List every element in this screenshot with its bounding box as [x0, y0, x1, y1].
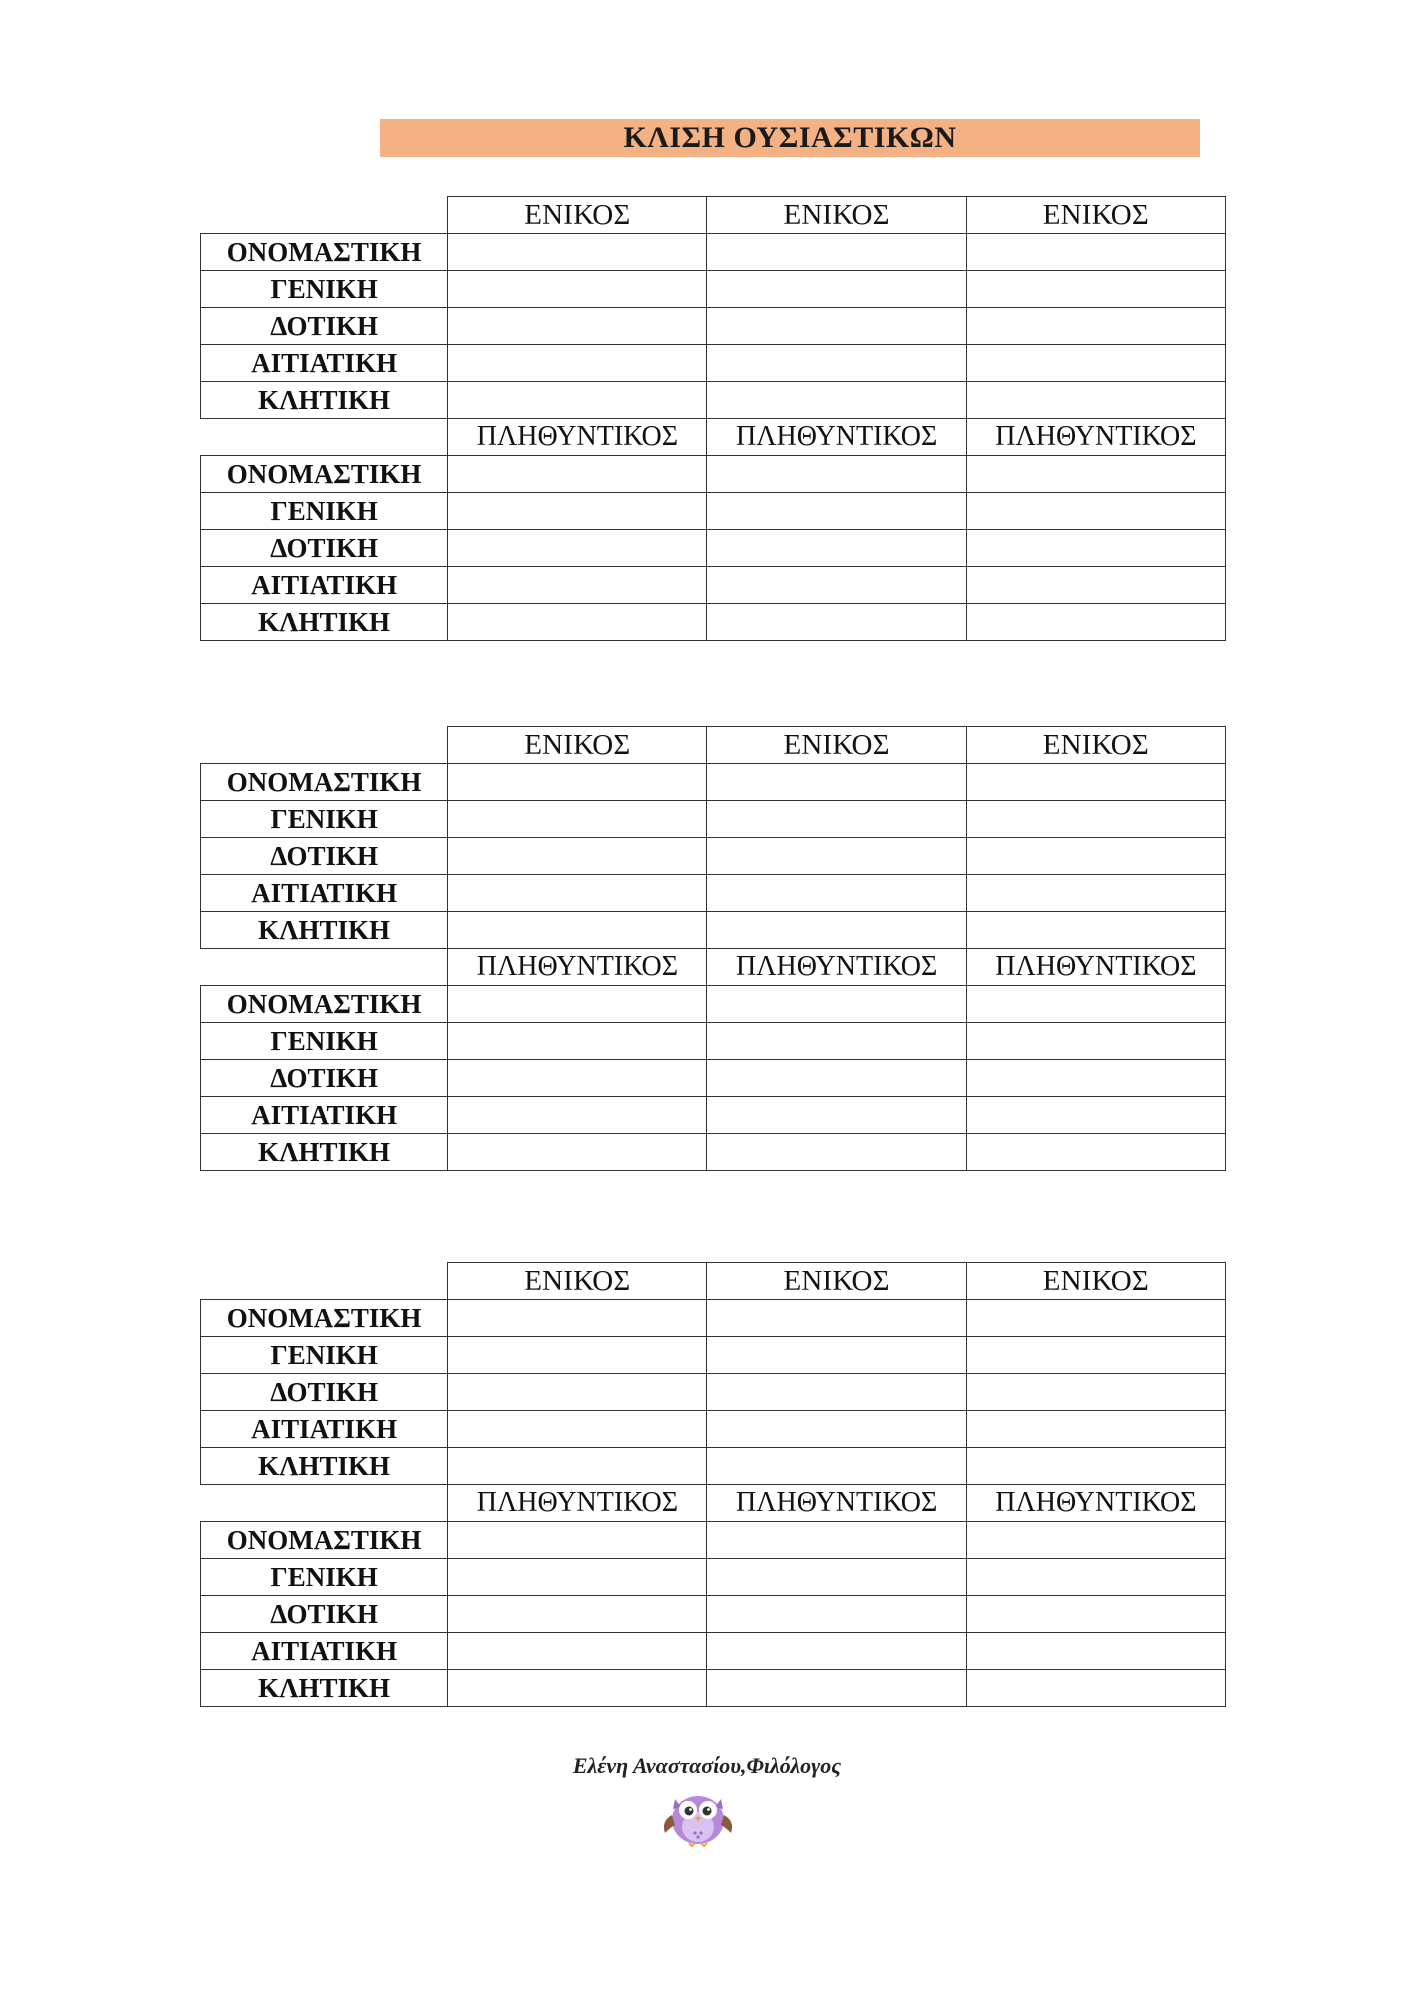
answer-cell[interactable]: [448, 801, 707, 838]
plural-column-header: ΠΛΗΘΥΝΤΙΚΟΣ: [448, 949, 707, 986]
plural-column-header: ΠΛΗΘΥΝΤΙΚΟΣ: [448, 1485, 707, 1522]
answer-cell[interactable]: [707, 1559, 966, 1596]
plural-header-row: [201, 1485, 1226, 1522]
answer-cell[interactable]: [707, 1411, 966, 1448]
case-row: [201, 875, 1226, 912]
declension-table: [200, 726, 1226, 1171]
answer-cell[interactable]: [448, 1522, 707, 1559]
answer-cell[interactable]: [707, 567, 966, 604]
plural-header-row: [201, 419, 1226, 456]
case-row: [201, 271, 1226, 308]
answer-cell[interactable]: [448, 1023, 707, 1060]
answer-cell[interactable]: [448, 1374, 707, 1411]
case-label: ΟΝΟΜΑΣΤΙΚΗ: [201, 234, 448, 271]
answer-cell[interactable]: [707, 1023, 966, 1060]
answer-cell[interactable]: [448, 1411, 707, 1448]
answer-cell[interactable]: [966, 875, 1225, 912]
declension-table: [200, 1262, 1226, 1707]
answer-cell[interactable]: [448, 1300, 707, 1337]
plural-column-header: ΠΛΗΘΥΝΤΙΚΟΣ: [707, 419, 966, 456]
answer-cell[interactable]: [966, 271, 1225, 308]
singular-column-header: ΕΝΙΚΟΣ: [448, 1263, 707, 1300]
case-label: ΚΛΗΤΙΚΗ: [201, 912, 448, 949]
case-label: ΑΙΤΙΑΤΙΚΗ: [201, 875, 448, 912]
answer-cell[interactable]: [966, 530, 1225, 567]
answer-cell[interactable]: [966, 493, 1225, 530]
answer-cell[interactable]: [707, 234, 966, 271]
answer-cell[interactable]: [707, 1522, 966, 1559]
answer-cell[interactable]: [448, 493, 707, 530]
declension-table: [200, 196, 1226, 641]
case-label: ΟΝΟΜΑΣΤΙΚΗ: [201, 764, 448, 801]
answer-cell[interactable]: [966, 838, 1225, 875]
answer-cell[interactable]: [966, 1559, 1225, 1596]
owl-icon: [655, 1787, 741, 1847]
case-label: ΓΕΝΙΚΗ: [201, 801, 448, 838]
plural-column-header: ΠΛΗΘΥΝΤΙΚΟΣ: [448, 419, 707, 456]
answer-cell[interactable]: [707, 1134, 966, 1171]
singular-column-header: ΕΝΙΚΟΣ: [448, 727, 707, 764]
blank-corner-cell: [201, 419, 448, 456]
answer-cell[interactable]: [966, 345, 1225, 382]
case-label: ΑΙΤΙΑΤΙΚΗ: [201, 345, 448, 382]
case-row: [201, 1670, 1226, 1707]
case-label: ΚΛΗΤΙΚΗ: [201, 382, 448, 419]
answer-cell[interactable]: [966, 1411, 1225, 1448]
answer-cell[interactable]: [707, 1060, 966, 1097]
case-label: ΓΕΝΙΚΗ: [201, 271, 448, 308]
singular-column-header: ΕΝΙΚΟΣ: [448, 197, 707, 234]
singular-column-header: ΕΝΙΚΟΣ: [707, 727, 966, 764]
case-label: ΔΟΤΙΚΗ: [201, 1374, 448, 1411]
case-row: [201, 1596, 1226, 1633]
answer-cell[interactable]: [707, 1300, 966, 1337]
case-row: [201, 234, 1226, 271]
case-row: [201, 456, 1226, 493]
case-label: ΑΙΤΙΑΤΙΚΗ: [201, 1097, 448, 1134]
case-row: [201, 1559, 1226, 1596]
answer-cell[interactable]: [707, 1097, 966, 1134]
answer-cell[interactable]: [707, 1337, 966, 1374]
case-row: [201, 493, 1226, 530]
answer-cell[interactable]: [448, 1060, 707, 1097]
answer-cell[interactable]: [448, 604, 707, 641]
answer-cell[interactable]: [707, 1596, 966, 1633]
answer-cell[interactable]: [448, 1596, 707, 1633]
answer-cell[interactable]: [707, 382, 966, 419]
page-title: ΚΛΙΣΗ ΟΥΣΙΑΣΤΙΚΩΝ: [623, 121, 957, 154]
singular-column-header: ΕΝΙΚΟΣ: [707, 1263, 966, 1300]
plural-column-header: ΠΛΗΘΥΝΤΙΚΟΣ: [707, 949, 966, 986]
case-label: ΑΙΤΙΑΤΙΚΗ: [201, 1411, 448, 1448]
title-banner: [380, 119, 1200, 157]
answer-cell[interactable]: [966, 1023, 1225, 1060]
case-row: [201, 382, 1226, 419]
case-row: [201, 1134, 1226, 1171]
plural-header-row: [201, 949, 1226, 986]
case-label: ΚΛΗΤΙΚΗ: [201, 1448, 448, 1485]
answer-cell[interactable]: [448, 1559, 707, 1596]
answer-cell[interactable]: [966, 567, 1225, 604]
answer-cell[interactable]: [966, 308, 1225, 345]
answer-cell[interactable]: [966, 1097, 1225, 1134]
plural-column-header: ΠΛΗΘΥΝΤΙΚΟΣ: [966, 419, 1225, 456]
answer-cell[interactable]: [448, 271, 707, 308]
answer-cell[interactable]: [448, 838, 707, 875]
answer-cell[interactable]: [448, 308, 707, 345]
blank-corner-cell: [201, 949, 448, 986]
answer-cell[interactable]: [966, 1670, 1225, 1707]
answer-cell[interactable]: [448, 1448, 707, 1485]
answer-cell[interactable]: [707, 1670, 966, 1707]
answer-cell[interactable]: [707, 801, 966, 838]
case-row: [201, 567, 1226, 604]
case-label: ΔΟΤΙΚΗ: [201, 1596, 448, 1633]
case-label: ΚΛΗΤΙΚΗ: [201, 1134, 448, 1171]
answer-cell[interactable]: [707, 604, 966, 641]
case-label: ΟΝΟΜΑΣΤΙΚΗ: [201, 1300, 448, 1337]
answer-cell[interactable]: [707, 1633, 966, 1670]
case-label: ΟΝΟΜΑΣΤΙΚΗ: [201, 1522, 448, 1559]
answer-cell[interactable]: [448, 456, 707, 493]
answer-cell[interactable]: [448, 567, 707, 604]
answer-cell[interactable]: [448, 382, 707, 419]
answer-cell[interactable]: [448, 1097, 707, 1134]
case-label: ΚΛΗΤΙΚΗ: [201, 1670, 448, 1707]
answer-cell[interactable]: [966, 1060, 1225, 1097]
answer-cell[interactable]: [966, 1448, 1225, 1485]
answer-cell[interactable]: [707, 838, 966, 875]
answer-cell[interactable]: [448, 912, 707, 949]
answer-cell[interactable]: [707, 308, 966, 345]
case-row: [201, 1023, 1226, 1060]
case-label: ΑΙΤΙΑΤΙΚΗ: [201, 1633, 448, 1670]
case-row: [201, 1060, 1226, 1097]
singular-header-row: [201, 197, 1226, 234]
blank-corner-cell: [201, 1485, 448, 1522]
case-row: [201, 308, 1226, 345]
case-label: ΑΙΤΙΑΤΙΚΗ: [201, 567, 448, 604]
answer-cell[interactable]: [966, 604, 1225, 641]
answer-cell[interactable]: [707, 875, 966, 912]
case-row: [201, 1097, 1226, 1134]
answer-cell[interactable]: [707, 456, 966, 493]
answer-cell[interactable]: [966, 1522, 1225, 1559]
answer-cell[interactable]: [966, 234, 1225, 271]
case-row: [201, 1448, 1226, 1485]
answer-cell[interactable]: [966, 1337, 1225, 1374]
case-row: [201, 801, 1226, 838]
case-row: [201, 1411, 1226, 1448]
answer-cell[interactable]: [707, 530, 966, 567]
blank-corner-cell: [201, 197, 448, 234]
answer-cell[interactable]: [707, 1448, 966, 1485]
case-label: ΟΝΟΜΑΣΤΙΚΗ: [201, 456, 448, 493]
case-row: [201, 838, 1226, 875]
case-row: [201, 345, 1226, 382]
case-row: [201, 986, 1226, 1023]
answer-cell[interactable]: [448, 1633, 707, 1670]
blank-corner-cell: [201, 727, 448, 764]
case-row: [201, 912, 1226, 949]
answer-cell[interactable]: [966, 801, 1225, 838]
case-label: ΓΕΝΙΚΗ: [201, 493, 448, 530]
answer-cell[interactable]: [448, 1134, 707, 1171]
answer-cell[interactable]: [448, 1670, 707, 1707]
answer-cell[interactable]: [966, 764, 1225, 801]
case-label: ΓΕΝΙΚΗ: [201, 1559, 448, 1596]
answer-cell[interactable]: [966, 1374, 1225, 1411]
answer-cell[interactable]: [448, 234, 707, 271]
case-row: [201, 1337, 1226, 1374]
case-label: ΓΕΝΙΚΗ: [201, 1337, 448, 1374]
answer-cell[interactable]: [966, 1633, 1225, 1670]
case-row: [201, 764, 1226, 801]
answer-cell[interactable]: [966, 1300, 1225, 1337]
answer-cell[interactable]: [966, 456, 1225, 493]
plural-column-header: ΠΛΗΘΥΝΤΙΚΟΣ: [966, 1485, 1225, 1522]
answer-cell[interactable]: [707, 493, 966, 530]
singular-column-header: ΕΝΙΚΟΣ: [966, 197, 1225, 234]
case-label: ΔΟΤΙΚΗ: [201, 838, 448, 875]
case-row: [201, 1522, 1226, 1559]
answer-cell[interactable]: [966, 912, 1225, 949]
answer-cell[interactable]: [966, 1596, 1225, 1633]
singular-column-header: ΕΝΙΚΟΣ: [966, 1263, 1225, 1300]
case-label: ΔΟΤΙΚΗ: [201, 530, 448, 567]
case-label: ΟΝΟΜΑΣΤΙΚΗ: [201, 986, 448, 1023]
answer-cell[interactable]: [707, 912, 966, 949]
answer-cell[interactable]: [966, 986, 1225, 1023]
singular-column-header: ΕΝΙΚΟΣ: [707, 197, 966, 234]
answer-cell[interactable]: [707, 1374, 966, 1411]
answer-cell[interactable]: [707, 764, 966, 801]
plural-column-header: ΠΛΗΘΥΝΤΙΚΟΣ: [707, 1485, 966, 1522]
case-row: [201, 1300, 1226, 1337]
blank-corner-cell: [201, 1263, 448, 1300]
author-signature: Ελένη Αναστασίου,Φιλόλογος: [572, 1753, 842, 1778]
case-row: [201, 1633, 1226, 1670]
answer-cell[interactable]: [448, 986, 707, 1023]
singular-header-row: [201, 1263, 1226, 1300]
case-label: ΓΕΝΙΚΗ: [201, 1023, 448, 1060]
singular-header-row: [201, 727, 1226, 764]
answer-cell[interactable]: [448, 530, 707, 567]
case-row: [201, 604, 1226, 641]
case-row: [201, 530, 1226, 567]
case-row: [201, 1374, 1226, 1411]
plural-column-header: ΠΛΗΘΥΝΤΙΚΟΣ: [966, 949, 1225, 986]
answer-cell[interactable]: [448, 345, 707, 382]
answer-cell[interactable]: [707, 986, 966, 1023]
answer-cell[interactable]: [448, 875, 707, 912]
answer-cell[interactable]: [448, 764, 707, 801]
answer-cell[interactable]: [966, 382, 1225, 419]
case-label: ΔΟΤΙΚΗ: [201, 308, 448, 345]
answer-cell[interactable]: [707, 271, 966, 308]
answer-cell[interactable]: [966, 1134, 1225, 1171]
singular-column-header: ΕΝΙΚΟΣ: [966, 727, 1225, 764]
case-label: ΔΟΤΙΚΗ: [201, 1060, 448, 1097]
answer-cell[interactable]: [707, 345, 966, 382]
answer-cell[interactable]: [448, 1337, 707, 1374]
case-label: ΚΛΗΤΙΚΗ: [201, 604, 448, 641]
